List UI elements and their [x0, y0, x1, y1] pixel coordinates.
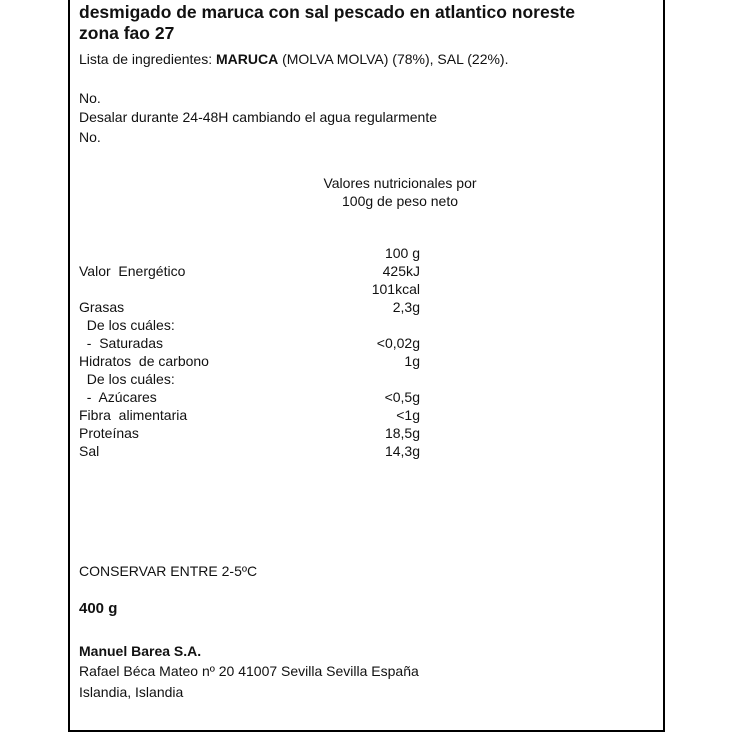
nutrition-row-label: Grasas	[79, 299, 125, 315]
info-line-1: No.	[79, 90, 101, 106]
net-weight: 400 g	[79, 600, 118, 617]
nutrition-row-label: Proteínas	[79, 425, 139, 441]
nutrition-row-label: - Saturadas	[79, 335, 164, 351]
nutrition-row-value: <0,5g	[384, 389, 420, 405]
nutrition-row-value: 101kcal	[371, 281, 420, 297]
nutrition-column-header: 100 g	[384, 245, 420, 261]
nutrition-row-label: Sal	[79, 443, 100, 459]
product-origin: Islandia, Islandia	[79, 684, 184, 700]
product-title-line2: zona fao 27	[79, 23, 175, 43]
nutrition-row-value: 425kJ	[382, 263, 420, 279]
nutrition-row-label: Fibra alimentaria	[79, 407, 188, 423]
nutrition-row-value: 18,5g	[384, 425, 420, 441]
ingredient-rest: (MOLVA MOLVA) (78%), SAL (22%).	[278, 51, 509, 67]
ingredients-label: Lista de ingredientes:	[79, 51, 216, 67]
company-address: Rafael Béca Mateo nº 20 41007 Sevilla Sevilla España	[79, 663, 419, 679]
nutrition-row-value: <1g	[396, 407, 420, 423]
nutrition-row-label: Valor Energético	[79, 263, 186, 279]
nutrition-row-value: 1g	[404, 353, 420, 369]
info-line-3: No.	[79, 129, 101, 145]
nutrition-row-label: Hidratos de carbono	[79, 353, 209, 369]
info-line-2: Desalar durante 24-48H cambiando el agua regularmente	[79, 109, 437, 125]
nutrition-row-value: 2,3g	[392, 299, 420, 315]
nutrition-row-value: <0,02g	[376, 335, 420, 351]
ingredient-maruca: MARUCA	[215, 51, 279, 67]
nutrition-row-value: 14,3g	[384, 443, 420, 459]
nutrition-row-label: - Azúcares	[79, 389, 157, 405]
company-name: Manuel Barea S.A.	[79, 643, 202, 659]
nutrition-row-label: De los cuáles:	[79, 317, 175, 333]
nutrition-header-line1: Valores nutricionales por	[323, 175, 477, 191]
nutrition-row-label: De los cuáles:	[79, 371, 175, 387]
storage-instructions: CONSERVAR ENTRE 2-5ºC	[79, 563, 258, 579]
product-title-line1: desmigado de maruca con sal pescado en atlantico noreste	[79, 2, 575, 22]
ingredients-line	[79, 50, 509, 68]
nutrition-header-line2: 100g de peso neto	[342, 193, 458, 209]
